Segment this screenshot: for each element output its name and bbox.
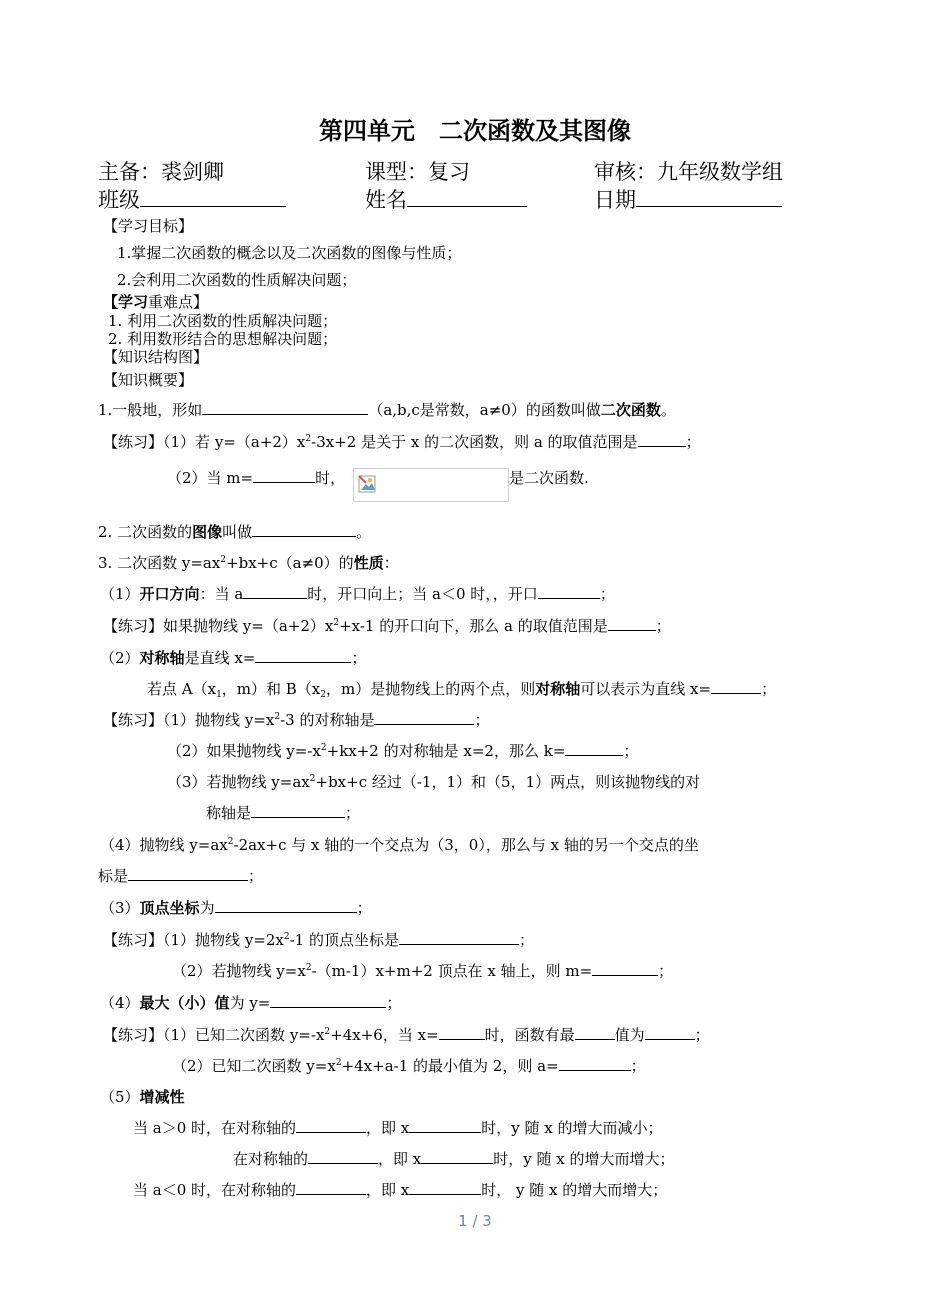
exercise-3-part-3: （3）若抛物线 $y=ax^2+bx+c$ 经过（-1，1）和（5，1）两点，则该抛物线的对 bbox=[167, 773, 701, 791]
exercise-5-part-1: 【练习】（1）抛物线 $y=2x^2-1$ 的顶点坐标是 ； bbox=[103, 931, 535, 949]
property-5-line-2: 在对称轴的 ，即 x 时，y 随 x 的增大而增大； bbox=[233, 1150, 675, 1168]
property-4: （4）最大（小）值为 y= ； bbox=[100, 994, 402, 1012]
ex5-p1-blank[interactable] bbox=[399, 930, 519, 945]
goals-heading: 【学习目标】 bbox=[103, 217, 194, 235]
prop3-blank[interactable] bbox=[215, 898, 357, 913]
prop5-l2-blank-1[interactable] bbox=[308, 1149, 378, 1164]
ex3-p1-blank[interactable] bbox=[374, 710, 474, 725]
ex2-blank[interactable] bbox=[608, 616, 656, 631]
exercise-1-part-1: 【练习】（1）若 $y=(a+2)x^2-3x+2$ 是关于 x 的二次函数，则 a 的取值范围是 ； bbox=[103, 433, 701, 451]
property-3: （3）顶点坐标为 ； bbox=[100, 899, 372, 917]
header-zhubei: 主备：裘剑卿 bbox=[98, 160, 224, 184]
exercise-6-part-2: （2）已知二次函数 $y=x^2+4x+a-1$ 的最小值为 2，则 a= ； bbox=[172, 1057, 646, 1075]
property-2-detail: 若点 $A(x_1$，m）和 $B(x_2$，m）是抛物线上的两个点，则对称轴可以表示为直线 x= ； bbox=[147, 680, 777, 700]
exercise-3-part-3-cont: 称轴是 ； bbox=[206, 804, 361, 822]
prop5-l3-blank-2[interactable] bbox=[409, 1180, 481, 1195]
header-kexing: 课型：复习 bbox=[365, 160, 470, 184]
header-xingming: 姓名 bbox=[365, 186, 527, 214]
banji-blank[interactable] bbox=[140, 186, 286, 207]
property-1: （1）开口方向：当 a 时，开口向上；当 a＜0 时，，开口 ； bbox=[100, 585, 615, 603]
structure-heading: 【知识结构图】 bbox=[103, 348, 209, 366]
prop4-blank[interactable] bbox=[270, 993, 386, 1008]
question-1: 1.一般地，形如 （a,b,c是常数，a≠0）的函数叫做二次函数。 bbox=[98, 401, 676, 419]
page-title: 第四单元 二次函数及其图像 bbox=[319, 116, 631, 145]
ex6-blank-3[interactable] bbox=[645, 1025, 695, 1040]
exercise-2: 【练习】如果抛物线 $y=(a+2)x^2+x-1$ 的开口向下，那么 a 的取值范围是 ； bbox=[103, 617, 671, 635]
ex6-blank-1[interactable] bbox=[439, 1025, 485, 1040]
riqi-blank[interactable] bbox=[636, 186, 782, 207]
ex5-p2-blank[interactable] bbox=[592, 961, 658, 976]
ex1-p1-blank[interactable] bbox=[638, 432, 686, 447]
ex6-blank-2[interactable] bbox=[575, 1025, 615, 1040]
ex3-p2-blank[interactable] bbox=[565, 741, 623, 756]
prop1-blank-2[interactable] bbox=[538, 584, 600, 599]
keypoint-2: 2. 利用数形结合的思想解决问题； bbox=[108, 330, 338, 348]
ex6-p2-blank[interactable] bbox=[559, 1056, 631, 1071]
prop5-l3-blank-1[interactable] bbox=[296, 1180, 366, 1195]
goal-2: 2.会利用二次函数的性质解决问题； bbox=[117, 271, 357, 289]
overview-heading: 【知识概要】 bbox=[103, 371, 194, 389]
header-banji: 班级 bbox=[98, 186, 286, 214]
header-shenhe: 审核：九年级数学组 bbox=[594, 160, 783, 184]
keypoint-1: 1. 利用二次函数的性质解决问题； bbox=[108, 312, 338, 330]
broken-image-icon bbox=[358, 475, 378, 495]
q1-blank[interactable] bbox=[202, 400, 368, 415]
ex3-p3-blank[interactable] bbox=[251, 803, 345, 818]
exercise-1-part-2: （2）当 m= 时， bbox=[167, 469, 346, 487]
page-number: 1 / 3 bbox=[458, 1212, 492, 1230]
keypoints-heading: 【学习重难点】 bbox=[103, 293, 209, 311]
exercise-3-part-1: 【练习】（1）抛物线 $y=x^2-3$ 的对称轴是 ； bbox=[103, 711, 490, 729]
question-2: 2. 二次函数的图像叫做 。 bbox=[98, 523, 372, 541]
prop5-l1-blank-2[interactable] bbox=[409, 1118, 481, 1133]
property-2: （2）对称轴是直线 x= ； bbox=[100, 649, 367, 667]
ex1-p2-blank[interactable] bbox=[253, 468, 315, 483]
prop5-l2-blank-2[interactable] bbox=[421, 1149, 493, 1164]
ex4-blank[interactable] bbox=[128, 866, 248, 881]
prop1-blank-1[interactable] bbox=[243, 584, 307, 599]
prop2-blank-1[interactable] bbox=[255, 648, 351, 663]
exercise-6-part-1: 【练习】（1）已知二次函数 $y=-x^2+4x+6$，当 x= 时，函数有最 值为 ； bbox=[103, 1026, 710, 1044]
goal-1: 1.掌握二次函数的概念以及二次函数的图像与性质； bbox=[117, 244, 462, 262]
property-5: （5）增减性 bbox=[100, 1088, 185, 1106]
header-riqi: 日期 bbox=[594, 186, 782, 214]
broken-image-placeholder bbox=[353, 468, 509, 502]
exercise-5-part-2: （2）若抛物线 $y=x^2-(m-1)x+m+2$ 顶点在 x 轴上，则 m= ； bbox=[172, 962, 674, 980]
prop5-l1-blank-1[interactable] bbox=[296, 1118, 366, 1133]
exercise-4: （4）抛物线 $y=ax^2-2ax+c$ 与 x 轴的一个交点为（3，0），那么与 x 轴的另一个交点的坐 bbox=[100, 836, 699, 854]
exercise-1-part-2-tail: 是二次函数. bbox=[509, 469, 589, 487]
question-3: 3. 二次函数 $y=ax^2+bx+c(a\ne 0)$的性质： bbox=[98, 554, 399, 572]
prop2-blank-2[interactable] bbox=[711, 679, 761, 694]
exercise-3-part-2: （2）如果抛物线 $y=-x^2+kx+2$ 的对称轴是 x=2，那么 k= ； bbox=[167, 742, 639, 760]
property-5-line-3: 当 a＜0 时，在对称轴的 ，即 x 时， y 随 x 的增大而增大； bbox=[133, 1181, 668, 1199]
exercise-4-cont: 标是 ； bbox=[98, 867, 264, 885]
property-5-line-1: 当 a＞0 时，在对称轴的 ，即 x 时，y 随 x 的增大而减小； bbox=[133, 1119, 663, 1137]
xingming-blank[interactable] bbox=[407, 186, 527, 207]
q2-blank[interactable] bbox=[252, 522, 356, 537]
